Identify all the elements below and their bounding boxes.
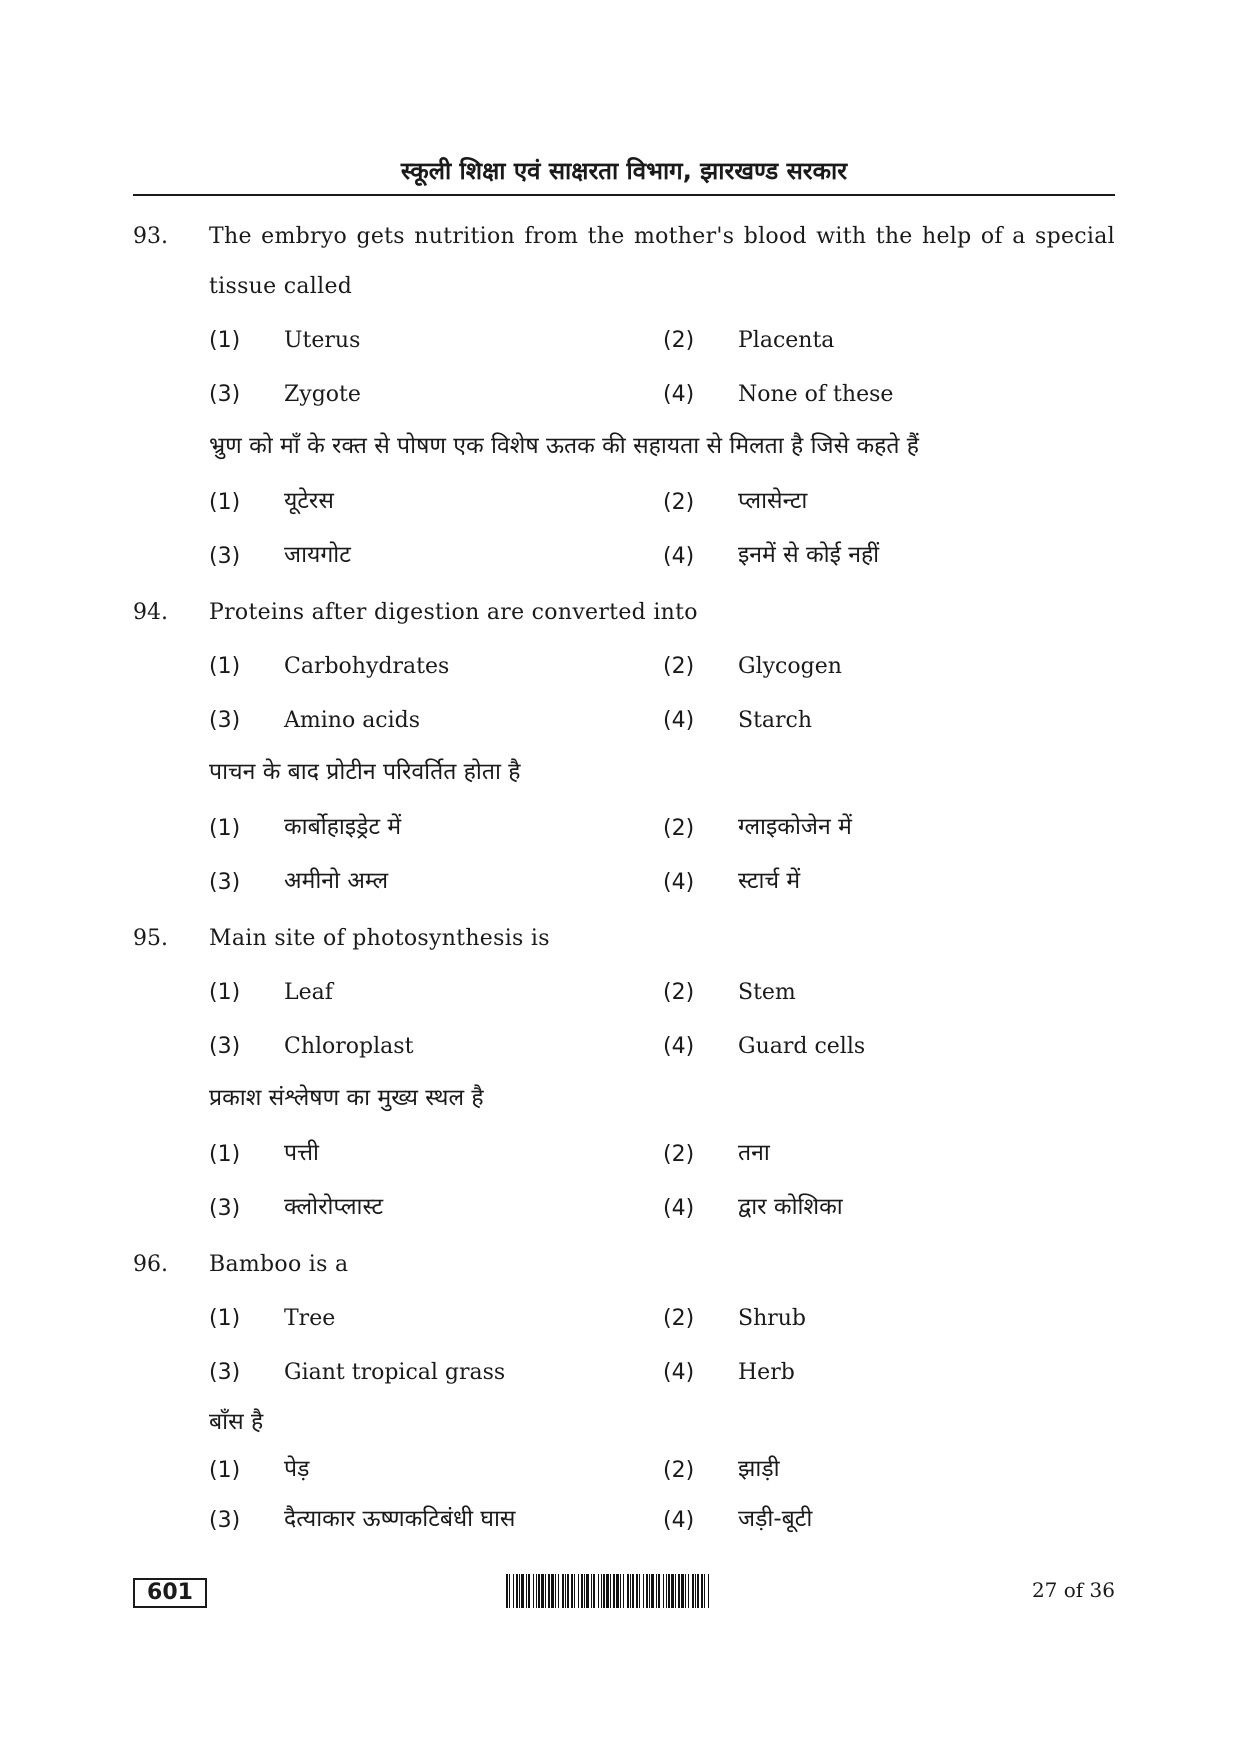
option-number: (3) bbox=[209, 544, 241, 569]
barcode-bar bbox=[528, 1574, 530, 1608]
option-number: (3) bbox=[209, 870, 241, 895]
option-number: (4) bbox=[663, 382, 695, 407]
barcode-bar bbox=[606, 1574, 609, 1608]
barcode-bar bbox=[610, 1574, 611, 1608]
barcode-bar bbox=[643, 1574, 644, 1608]
barcode-bar bbox=[521, 1574, 524, 1608]
barcode-bar bbox=[603, 1574, 605, 1608]
page-header: स्कूली शिक्षा एवं साक्षरता विभाग, झारखण्ड सरकार bbox=[133, 148, 1115, 196]
option-text: Leaf bbox=[284, 980, 333, 1005]
barcode-bar bbox=[584, 1574, 585, 1608]
option-text: Glycogen bbox=[738, 654, 842, 679]
option-number: (3) bbox=[209, 1196, 241, 1221]
option-number: (4) bbox=[663, 1034, 695, 1059]
barcode-bar bbox=[586, 1574, 589, 1608]
option-number: (1) bbox=[209, 490, 241, 515]
option-text: Placenta bbox=[738, 328, 835, 353]
question-text: Bamboo is a bbox=[209, 1252, 349, 1277]
barcode-bar bbox=[708, 1574, 709, 1608]
option-text-hindi: इनमें से कोई नहीं bbox=[738, 542, 880, 568]
option-text: Zygote bbox=[284, 382, 361, 407]
option-number: (3) bbox=[209, 1508, 241, 1533]
option-number: (3) bbox=[209, 708, 241, 733]
option-number: (2) bbox=[663, 654, 695, 679]
barcode-bar bbox=[695, 1574, 696, 1608]
option-number: (1) bbox=[209, 1458, 241, 1483]
barcode-bar bbox=[651, 1574, 654, 1608]
option-text: None of these bbox=[738, 382, 894, 407]
option-text-hindi: पेड़ bbox=[284, 1456, 310, 1482]
option-number: (3) bbox=[209, 382, 241, 407]
question-text: Proteins after digestion are converted into bbox=[209, 600, 698, 625]
option-number: (1) bbox=[209, 328, 241, 353]
option-number: (2) bbox=[663, 328, 695, 353]
barcode-bar bbox=[675, 1574, 676, 1608]
option-text: Carbohydrates bbox=[284, 654, 450, 679]
barcode bbox=[506, 1574, 710, 1608]
barcode-bar bbox=[533, 1574, 534, 1608]
barcode-bar bbox=[616, 1574, 619, 1608]
barcode-bar bbox=[538, 1574, 540, 1608]
option-text: Stem bbox=[738, 980, 796, 1005]
option-text-hindi: जड़ी-बूटी bbox=[738, 1506, 813, 1532]
barcode-bar bbox=[598, 1574, 599, 1608]
question-number: 93. bbox=[133, 224, 168, 249]
option-text-hindi: ग्लाइकोजेन में bbox=[738, 814, 852, 840]
barcode-bar bbox=[555, 1574, 556, 1608]
barcode-bar bbox=[519, 1574, 520, 1608]
option-number: (2) bbox=[663, 816, 695, 841]
barcode-bar bbox=[574, 1574, 575, 1608]
question-text-hindi: बाँस है bbox=[209, 1409, 264, 1435]
option-number: (1) bbox=[209, 816, 241, 841]
barcode-bar bbox=[581, 1574, 583, 1608]
option-number: (2) bbox=[663, 490, 695, 515]
barcode-bar bbox=[636, 1574, 638, 1608]
option-number: (2) bbox=[663, 980, 695, 1005]
option-text-hindi: जायगोट bbox=[284, 542, 351, 568]
barcode-bar bbox=[509, 1574, 510, 1608]
option-number: (3) bbox=[209, 1034, 241, 1059]
barcode-bar bbox=[558, 1574, 559, 1608]
option-number: (4) bbox=[663, 1508, 695, 1533]
barcode-bar bbox=[681, 1574, 684, 1608]
option-text-hindi: झाड़ी bbox=[738, 1456, 780, 1482]
barcode-bar bbox=[548, 1574, 550, 1608]
barcode-bar bbox=[593, 1574, 595, 1608]
barcode-bar bbox=[571, 1574, 573, 1608]
option-text: Uterus bbox=[284, 328, 361, 353]
option-text-hindi: तना bbox=[738, 1140, 770, 1166]
barcode-bar bbox=[601, 1574, 602, 1608]
option-text: Giant tropical grass bbox=[284, 1360, 506, 1385]
option-number: (1) bbox=[209, 980, 241, 1005]
option-text-hindi: अमीनो अम्ल bbox=[284, 868, 389, 894]
barcode-bar bbox=[620, 1574, 621, 1608]
option-number: (1) bbox=[209, 1306, 241, 1331]
question-number: 95. bbox=[133, 926, 168, 951]
barcode-bar bbox=[541, 1574, 544, 1608]
barcode-bar bbox=[545, 1574, 546, 1608]
question-text: Main site of photosynthesis is bbox=[209, 926, 550, 951]
option-text: Starch bbox=[738, 708, 813, 733]
option-text: Herb bbox=[738, 1360, 795, 1385]
question-text-hindi: प्रकाश संश्लेषण का मुख्य स्थल है bbox=[209, 1085, 484, 1111]
option-number: (2) bbox=[663, 1306, 695, 1331]
option-text-hindi: द्वार कोशिका bbox=[738, 1194, 843, 1220]
barcode-bar bbox=[658, 1574, 660, 1608]
option-text: Amino acids bbox=[284, 708, 421, 733]
question-text-hindi: पाचन के बाद प्रोटीन परिवर्तित होता है bbox=[209, 759, 521, 785]
question-number: 94. bbox=[133, 600, 168, 625]
option-number: (4) bbox=[663, 1196, 695, 1221]
barcode-bar bbox=[565, 1574, 566, 1608]
option-number: (1) bbox=[209, 1142, 241, 1167]
option-text-hindi: क्लोरोप्लास्ट bbox=[284, 1194, 384, 1220]
barcode-bar bbox=[567, 1574, 569, 1608]
barcode-bar bbox=[516, 1574, 518, 1608]
option-number: (4) bbox=[663, 870, 695, 895]
option-text-hindi: पत्ती bbox=[284, 1140, 319, 1166]
barcode-bar bbox=[591, 1574, 592, 1608]
barcode-bar bbox=[704, 1574, 705, 1608]
barcode-bar bbox=[513, 1574, 514, 1608]
option-number: (2) bbox=[663, 1142, 695, 1167]
barcode-bar bbox=[613, 1574, 615, 1608]
barcode-bar bbox=[632, 1574, 634, 1608]
barcode-bar bbox=[551, 1574, 554, 1608]
question-text: The embryo gets nutrition from the mother's blood with the help of a special bbox=[209, 224, 1115, 249]
option-text: Tree bbox=[284, 1306, 336, 1331]
option-text-hindi: प्लासेन्टा bbox=[738, 488, 808, 514]
barcode-bar bbox=[692, 1574, 694, 1608]
barcode-bar bbox=[646, 1574, 648, 1608]
question-text-continued: tissue called bbox=[209, 274, 353, 299]
barcode-bar bbox=[562, 1574, 564, 1608]
barcode-bar bbox=[685, 1574, 686, 1608]
barcode-bar bbox=[663, 1574, 664, 1608]
option-text: Guard cells bbox=[738, 1034, 866, 1059]
option-text-hindi: स्टार्च में bbox=[738, 868, 801, 894]
barcode-bar bbox=[701, 1574, 703, 1608]
barcode-bar bbox=[526, 1574, 527, 1608]
page-number: 27 of 36 bbox=[1031, 1578, 1115, 1602]
option-number: (3) bbox=[209, 1360, 241, 1385]
paper-code: 601 bbox=[133, 1578, 207, 1608]
option-number: (4) bbox=[663, 544, 695, 569]
barcode-bar bbox=[666, 1574, 667, 1608]
question-number: 96. bbox=[133, 1252, 168, 1277]
option-text: Shrub bbox=[738, 1306, 807, 1331]
barcode-bar bbox=[678, 1574, 680, 1608]
option-text: Chloroplast bbox=[284, 1034, 414, 1059]
barcode-bar bbox=[639, 1574, 640, 1608]
option-text-hindi: दैत्याकार ऊष्णकटिबंधी घास bbox=[284, 1506, 516, 1532]
barcode-bar bbox=[630, 1574, 631, 1608]
barcode-bar bbox=[649, 1574, 650, 1608]
barcode-bar bbox=[656, 1574, 657, 1608]
option-text-hindi: यूटेरस bbox=[284, 488, 334, 514]
barcode-bar bbox=[668, 1574, 670, 1608]
barcode-bar bbox=[536, 1574, 537, 1608]
option-number: (4) bbox=[663, 1360, 695, 1385]
barcode-bar bbox=[688, 1574, 689, 1608]
option-number: (2) bbox=[663, 1458, 695, 1483]
barcode-bar bbox=[506, 1574, 508, 1608]
barcode-bar bbox=[671, 1574, 674, 1608]
option-number: (1) bbox=[209, 654, 241, 679]
barcode-bar bbox=[623, 1574, 624, 1608]
barcode-bar bbox=[697, 1574, 699, 1608]
barcode-bar bbox=[578, 1574, 579, 1608]
question-text-hindi: भ्रुण को माँ के रक्त से पोषण एक विशेष ऊतक की सहायता से मिलता है जिसे कहते हैं bbox=[209, 433, 919, 459]
option-number: (4) bbox=[663, 708, 695, 733]
barcode-bar bbox=[627, 1574, 629, 1608]
option-text-hindi: कार्बोहाइड्रेट में bbox=[284, 814, 402, 840]
